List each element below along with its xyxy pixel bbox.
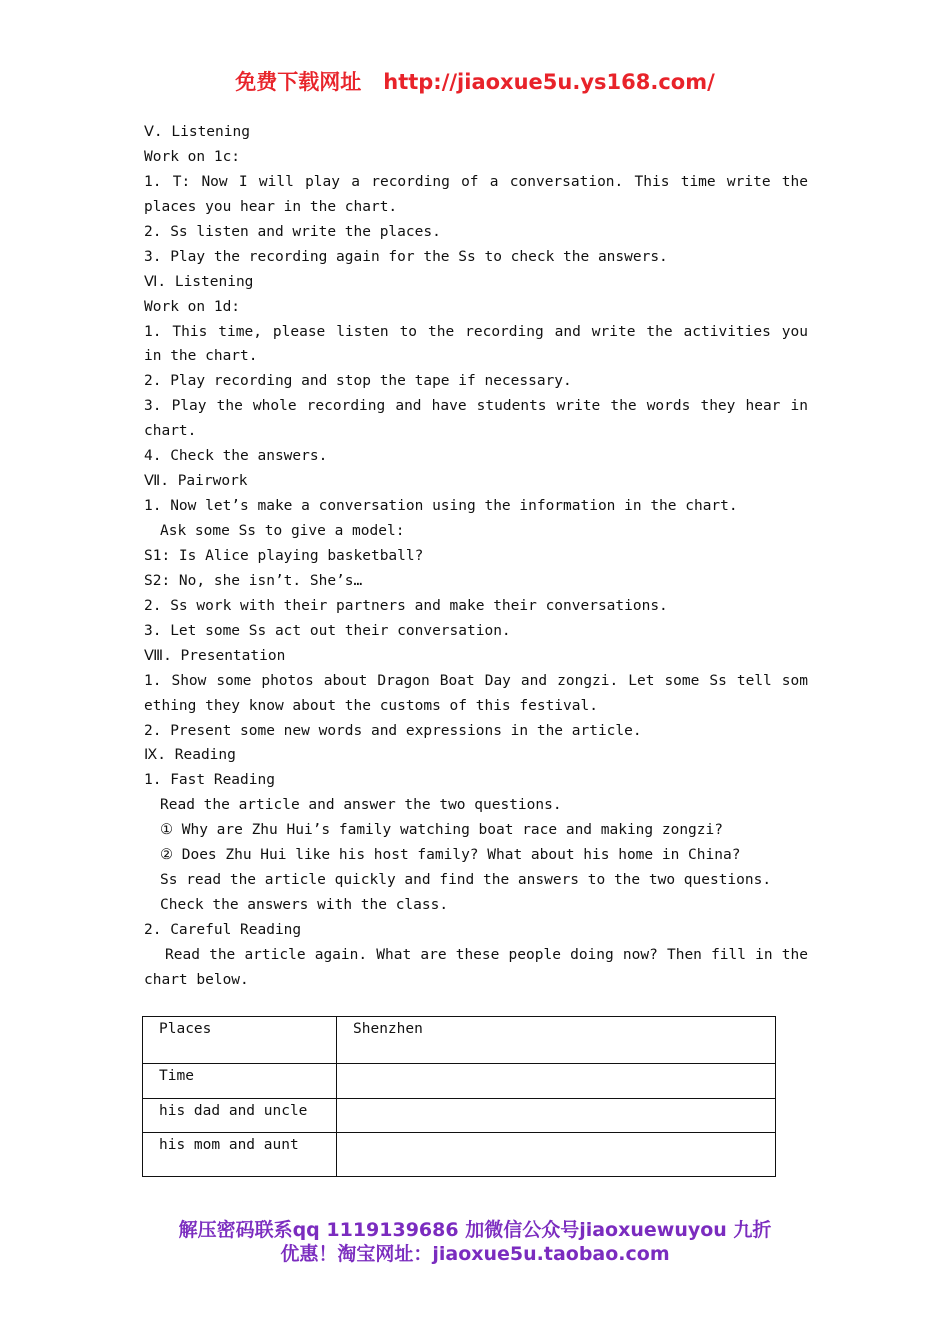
- section-heading-listening-2: Ⅵ. Listening: [144, 273, 254, 290]
- footer-line-contact: 解压密码联系qq 1119139686 加微信公众号jiaoxuewuyou 九折: [178, 1219, 772, 1241]
- table-row: [143, 1064, 776, 1099]
- question-line: ① Why are Zhu Hui’s family watching boat race and making zongzi?: [160, 822, 723, 839]
- table-cell-label: his dad and uncle: [143, 1099, 337, 1133]
- text-line: 1. This time, please listen to the recording and write the activities you: [144, 323, 808, 340]
- text-line: Check the answers with the class.: [160, 897, 449, 914]
- text-line: 1. Now let’s make a conversation using the information in the chart.: [144, 498, 738, 515]
- section-heading-listening-1: Ⅴ. Listening: [144, 124, 250, 140]
- header-url-link[interactable]: http://jiaoxue5u.ys168.com/: [383, 70, 715, 94]
- footer-line-shop-link[interactable]: 优惠！淘宝网址：jiaoxue5u.taobao.com: [280, 1243, 670, 1265]
- table-cell-label: Time: [143, 1064, 337, 1099]
- text-line: 2. Ss work with their partners and make their conversations.: [144, 597, 668, 614]
- text-line: chart.: [144, 423, 197, 440]
- text-line: 1. Show some photos about Dragon Boat Day and zongzi. Let some Ss tell som: [144, 672, 808, 689]
- footer-banner: [0, 1218, 950, 1266]
- text-line: 4. Check the answers.: [144, 448, 328, 465]
- text-line: Ss read the article quickly and find the answers to the two questions.: [160, 872, 772, 889]
- question-line: ② Does Zhu Hui like his host family? What about his home in China?: [160, 847, 741, 864]
- table-row: [143, 1017, 776, 1064]
- table-cell-value: Shenzhen: [337, 1017, 776, 1064]
- header-label: 免费下载网址: [235, 70, 362, 94]
- section-heading-pairwork: Ⅶ. Pairwork: [144, 473, 248, 490]
- table-cell-value: [337, 1133, 776, 1177]
- text-line: Ask some Ss to give a model:: [160, 523, 405, 539]
- dialogue-line: S1: Is Alice playing basketball?: [144, 547, 424, 564]
- text-line: Read the article again. What are these people doing now? Then fill in the: [165, 946, 808, 963]
- table-cell-value: [337, 1064, 776, 1099]
- table-row: [143, 1099, 776, 1133]
- text-line: 2. Present some new words and expressions in the article.: [144, 722, 642, 739]
- text-line: ething they know about the customs of this festival.: [144, 697, 598, 714]
- header-banner: [0, 66, 950, 96]
- fill-in-chart: [142, 1016, 776, 1177]
- subheading-careful-reading: 2. Careful Reading: [144, 922, 302, 938]
- text-line: 2. Play recording and stop the tape if necessary.: [144, 373, 572, 390]
- text-line: Read the article and answer the two questions.: [160, 797, 562, 814]
- lesson-body: [144, 120, 808, 993]
- table-cell-label: his mom and aunt: [143, 1133, 337, 1177]
- table-cell-value: [337, 1099, 776, 1133]
- text-line: Work on 1c:: [144, 148, 241, 165]
- text-line: 3. Let some Ss act out their conversation.: [144, 622, 511, 639]
- subheading-fast-reading: 1. Fast Reading: [144, 772, 275, 789]
- table-row: [143, 1133, 776, 1177]
- text-line: 1. T: Now I will play a recording of a conversation. This time write the: [144, 173, 808, 190]
- text-line: places you hear in the chart.: [144, 198, 398, 215]
- text-line: 3. Play the recording again for the Ss to check the answers.: [144, 248, 668, 265]
- text-line: 3. Play the whole recording and have students write the words they hear in: [144, 398, 808, 415]
- dialogue-line: S2: No, she isn’t. She’s…: [144, 572, 363, 589]
- text-line: 2. Ss listen and write the places.: [144, 223, 441, 240]
- section-heading-reading: Ⅸ. Reading: [144, 747, 236, 764]
- section-heading-presentation: Ⅷ. Presentation: [144, 647, 286, 664]
- text-line: Work on 1d:: [144, 298, 241, 315]
- text-line: chart below.: [144, 971, 249, 988]
- table-cell-label: Places: [143, 1017, 337, 1064]
- text-line: in the chart.: [144, 348, 258, 365]
